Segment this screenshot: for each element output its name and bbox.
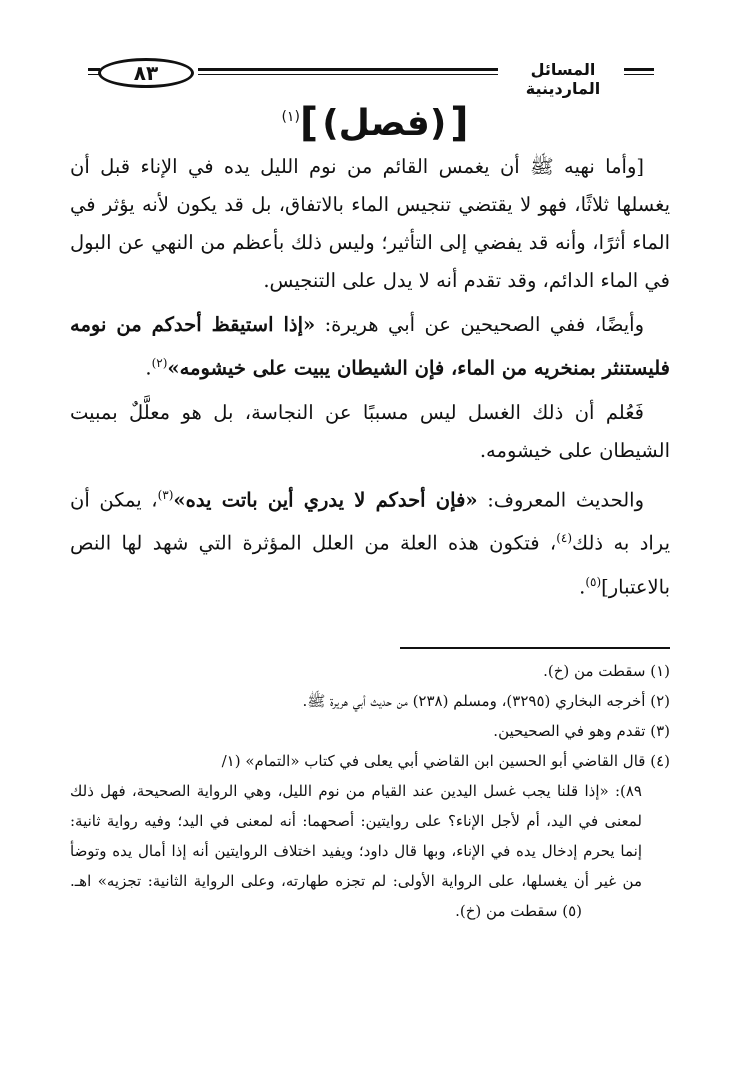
hadith-quote-1: «إذا استيقظ أحدكم من نومه فليستنثر بمنخريه من الماء، فإن الشيطان يبيت على خيشومه»	[70, 313, 670, 380]
main-text	[70, 148, 670, 612]
paragraph-4-middle: ، يمكن أن يراد به ذلك	[70, 488, 670, 555]
paragraph-2-end: .	[145, 356, 152, 380]
header-rule-right	[624, 68, 654, 82]
paragraph-1	[70, 148, 670, 300]
paragraph-4	[70, 476, 670, 607]
section-title: (فصل)	[322, 102, 447, 144]
footnote-4-text: ٨٩): «إذا قلنا يجب غسل اليدين عند القيام من نوم الليل، وهي الرواية الصحيحة، فهل ذلك لمعنى في اليد، أم لأجل الإناء؟ على روايتين: أصحهما: أنه لمعنى في اليد؛ وفيه رواية ثانية: إنما يحرم إدخال يده في الإناء، وبها قال داود؛ ويفيد اختلاف الروايتين أنه إذا أمال يده وتوضأ من غير أن يغسلها، على الرواية الأولى: لم تجزه طهارته، وعلى الرواية الثانية: تجزيه» اهـ.	[70, 782, 642, 890]
paragraph-2	[70, 306, 670, 388]
note-ref-3: (٣)	[157, 487, 174, 502]
footnote-4-continuation	[70, 776, 670, 926]
paragraph-3	[70, 394, 670, 470]
header-rule-left	[198, 68, 498, 82]
paragraph-3-text: فَعُلم أن ذلك الغسل ليس مسببًا عن النجاسة، بل هو معلَّلٌ بمبيت الشيطان على خيشومه.	[70, 400, 670, 462]
section-heading	[0, 100, 750, 146]
section-note-ref: (١)	[281, 109, 300, 126]
note-ref-4: (٤)	[556, 531, 573, 545]
paragraph-4-text: والحديث المعروف:	[477, 488, 645, 511]
footnote-1: (١) سقطت من (خ).	[543, 662, 670, 680]
page-number: ٨٣	[98, 58, 194, 88]
hadith-quote-2: «فإن أحدكم لا يدري أين باتت يده»	[173, 488, 478, 511]
paragraph-4-rest: ، فتكون هذه العلة من العلل المؤثرة التي شهد لها النص بالاعتبار]	[70, 531, 670, 598]
running-title: المسائل الماردينية	[525, 60, 601, 98]
footnote-3: (٣) تقدم وهو في الصحيحين.	[493, 722, 670, 740]
footnote-2: (٢) أخرجه البخاري (٣٢٩٥)، ومسلم (٢٣٨) من حديث أبي هريرة ﷺ.	[302, 692, 670, 710]
footnotes	[70, 656, 670, 926]
footnote-divider	[400, 647, 670, 649]
paragraph-1-text: [وأما نهيه ﷺ أن يغمس القائم من نوم الليل يده في الإناء قبل أن يغسلها ثلاثًا، فهو لا يقتضي تنجيس الماء بالاتفاق، بل قد يكون لأنه يؤثر في الماء أثرًا، وأنه قد يفضي إلى التأثير؛ وليس ذلك بأعظم من النهي عن البول في الماء الدائم، وقد تقدم أنه لا يدل على التنجيس.	[70, 155, 670, 292]
note-ref-2: (٢)	[151, 356, 168, 370]
paragraph-4-end: .	[579, 575, 586, 598]
section-bracket-close: ]	[299, 100, 319, 146]
footnote-4: (٤) قال القاضي أبو الحسين ابن القاضي أبي يعلى في كتاب «التمام» (١/	[221, 752, 670, 770]
footnote-5: (٥) سقطت من (خ).	[455, 902, 582, 920]
note-ref-5: (٥)	[585, 574, 602, 589]
page-header	[88, 58, 654, 98]
section-bracket-open: [	[450, 100, 469, 146]
paragraph-2-text: وأيضًا، ففي الصحيحين عن أبي هريرة:	[315, 313, 645, 336]
